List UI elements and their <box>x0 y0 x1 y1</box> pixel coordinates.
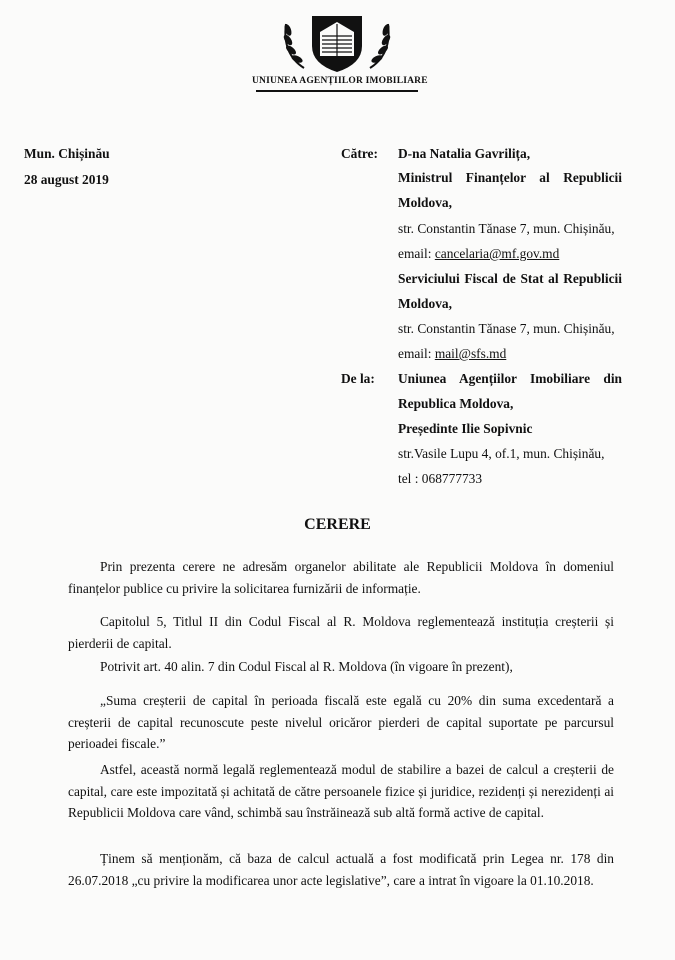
from-label: De la: <box>341 371 375 386</box>
date: 28 august 2019 <box>24 172 109 187</box>
email-label: email: <box>398 346 435 361</box>
to-name: D-na Natalia Gavrilița, <box>398 146 531 161</box>
from-org-line1: Uniunea Agențiilor Imobiliare din <box>398 371 622 386</box>
paragraph-6: Ținem să menționăm, că baza de calcul actuală a fost modificată prin Legea nr. 178 din 26.07.2018 „cu privire la modificarea unor acte legislative”, care a intrat în vigoare la 01.10.2018. <box>68 851 614 888</box>
to-role-line2: Moldova, <box>398 195 452 210</box>
paragraph-1: Prin prezenta cerere ne adresăm organelor abilitate ale Republicii Moldova în domeniul finanțelor publice cu privire la solicitarea furnizării de informație. <box>68 559 614 596</box>
to-email1-row <box>398 246 559 262</box>
paragraph-3: Potrivit art. 40 alin. 7 din Codul Fiscal al R. Moldova (în vigoare în prezent), <box>100 659 513 674</box>
from-address: str.Vasile Lupu 4, of.1, mun. Chișinău, <box>398 446 605 461</box>
to-org2-line2: Moldova, <box>398 296 452 311</box>
union-logo <box>252 6 428 92</box>
from-president: Președinte Ilie Sopivnic <box>398 421 533 436</box>
to-address1: str. Constantin Tănase 7, mun. Chișinău, <box>398 221 615 236</box>
email-link-mf[interactable]: cancelaria@mf.gov.md <box>434 246 560 261</box>
email-link-sfs[interactable]: mail@sfs.md <box>434 346 507 361</box>
to-email2-row <box>398 346 506 362</box>
from-phone: tel : 068777733 <box>398 471 483 486</box>
to-label: Către: <box>341 146 378 161</box>
email-label: email: <box>398 246 435 261</box>
to-role-line1: Ministrul Finanțelor al Republicii <box>398 170 622 185</box>
paragraph-4-quote: „Suma creșterii de capital în perioada fiscală este egală cu 20% din suma excedentară a creșterii de capital recunoscute peste nivelul oricăror pierderi de capital suportate pe parcursul perioadei fiscale.” <box>68 693 614 751</box>
to-address2: str. Constantin Tănase 7, mun. Chișinău, <box>398 321 615 336</box>
city: Mun. Chișinău <box>24 146 110 161</box>
building-laurel-icon <box>252 6 422 76</box>
from-org-line2: Republica Moldova, <box>398 396 514 411</box>
document-title: CERERE <box>304 516 371 533</box>
paragraph-5: Astfel, această normă legală reglementează modul de stabilire a bazei de calcul a creșterii de capital, care este impozitată și achitată de către persoanele fizice și juridice, rezidenți și nerezidenți ai Republicii Moldova care vând, schimbă sau înstrăinează sub altă formă active de capital. <box>68 762 614 820</box>
logo-underline <box>256 90 418 92</box>
to-org2-line1: Serviciului Fiscal de Stat al Republicii <box>398 271 622 286</box>
logo-text: UNIUNEA AGENȚIILOR IMOBILIARE <box>252 76 428 86</box>
paragraph-2: Capitolul 5, Titlul II din Codul Fiscal al R. Moldova reglementează instituția creșterii și pierderii de capital. <box>68 614 614 651</box>
